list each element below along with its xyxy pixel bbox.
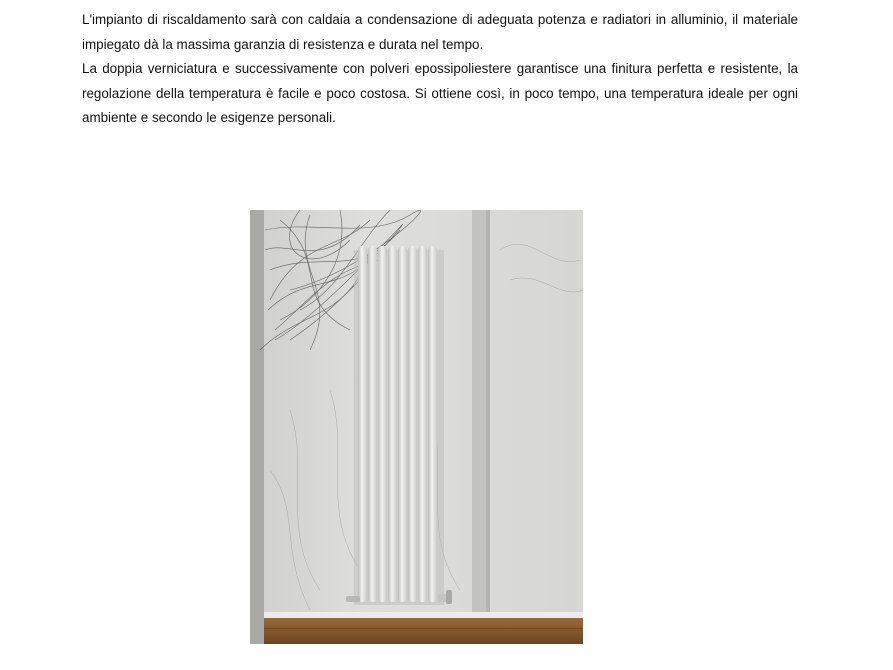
radiator-photo <box>250 210 583 644</box>
paragraph-painting-finish: La doppia verniciatura e successivamente con polveri epossipoliestere garantisce una finitura perfetta e resistente, la regolazione della temperatura è facile e poco costosa. Si ottiene così, in poco tempo, una temperatura ideale per ogni ambiente e secondo le esigenze personali. <box>82 61 798 125</box>
paragraph-heating-system: L'impianto di riscaldamento sarà con caldaia a condensazione di adeguata potenza e radiatori in alluminio, il materiale impiegato dà la massima garanzia di resistenza e durata nel tempo. <box>82 12 798 52</box>
radiator-photo-icon <box>250 210 583 644</box>
body-text <box>82 8 798 131</box>
